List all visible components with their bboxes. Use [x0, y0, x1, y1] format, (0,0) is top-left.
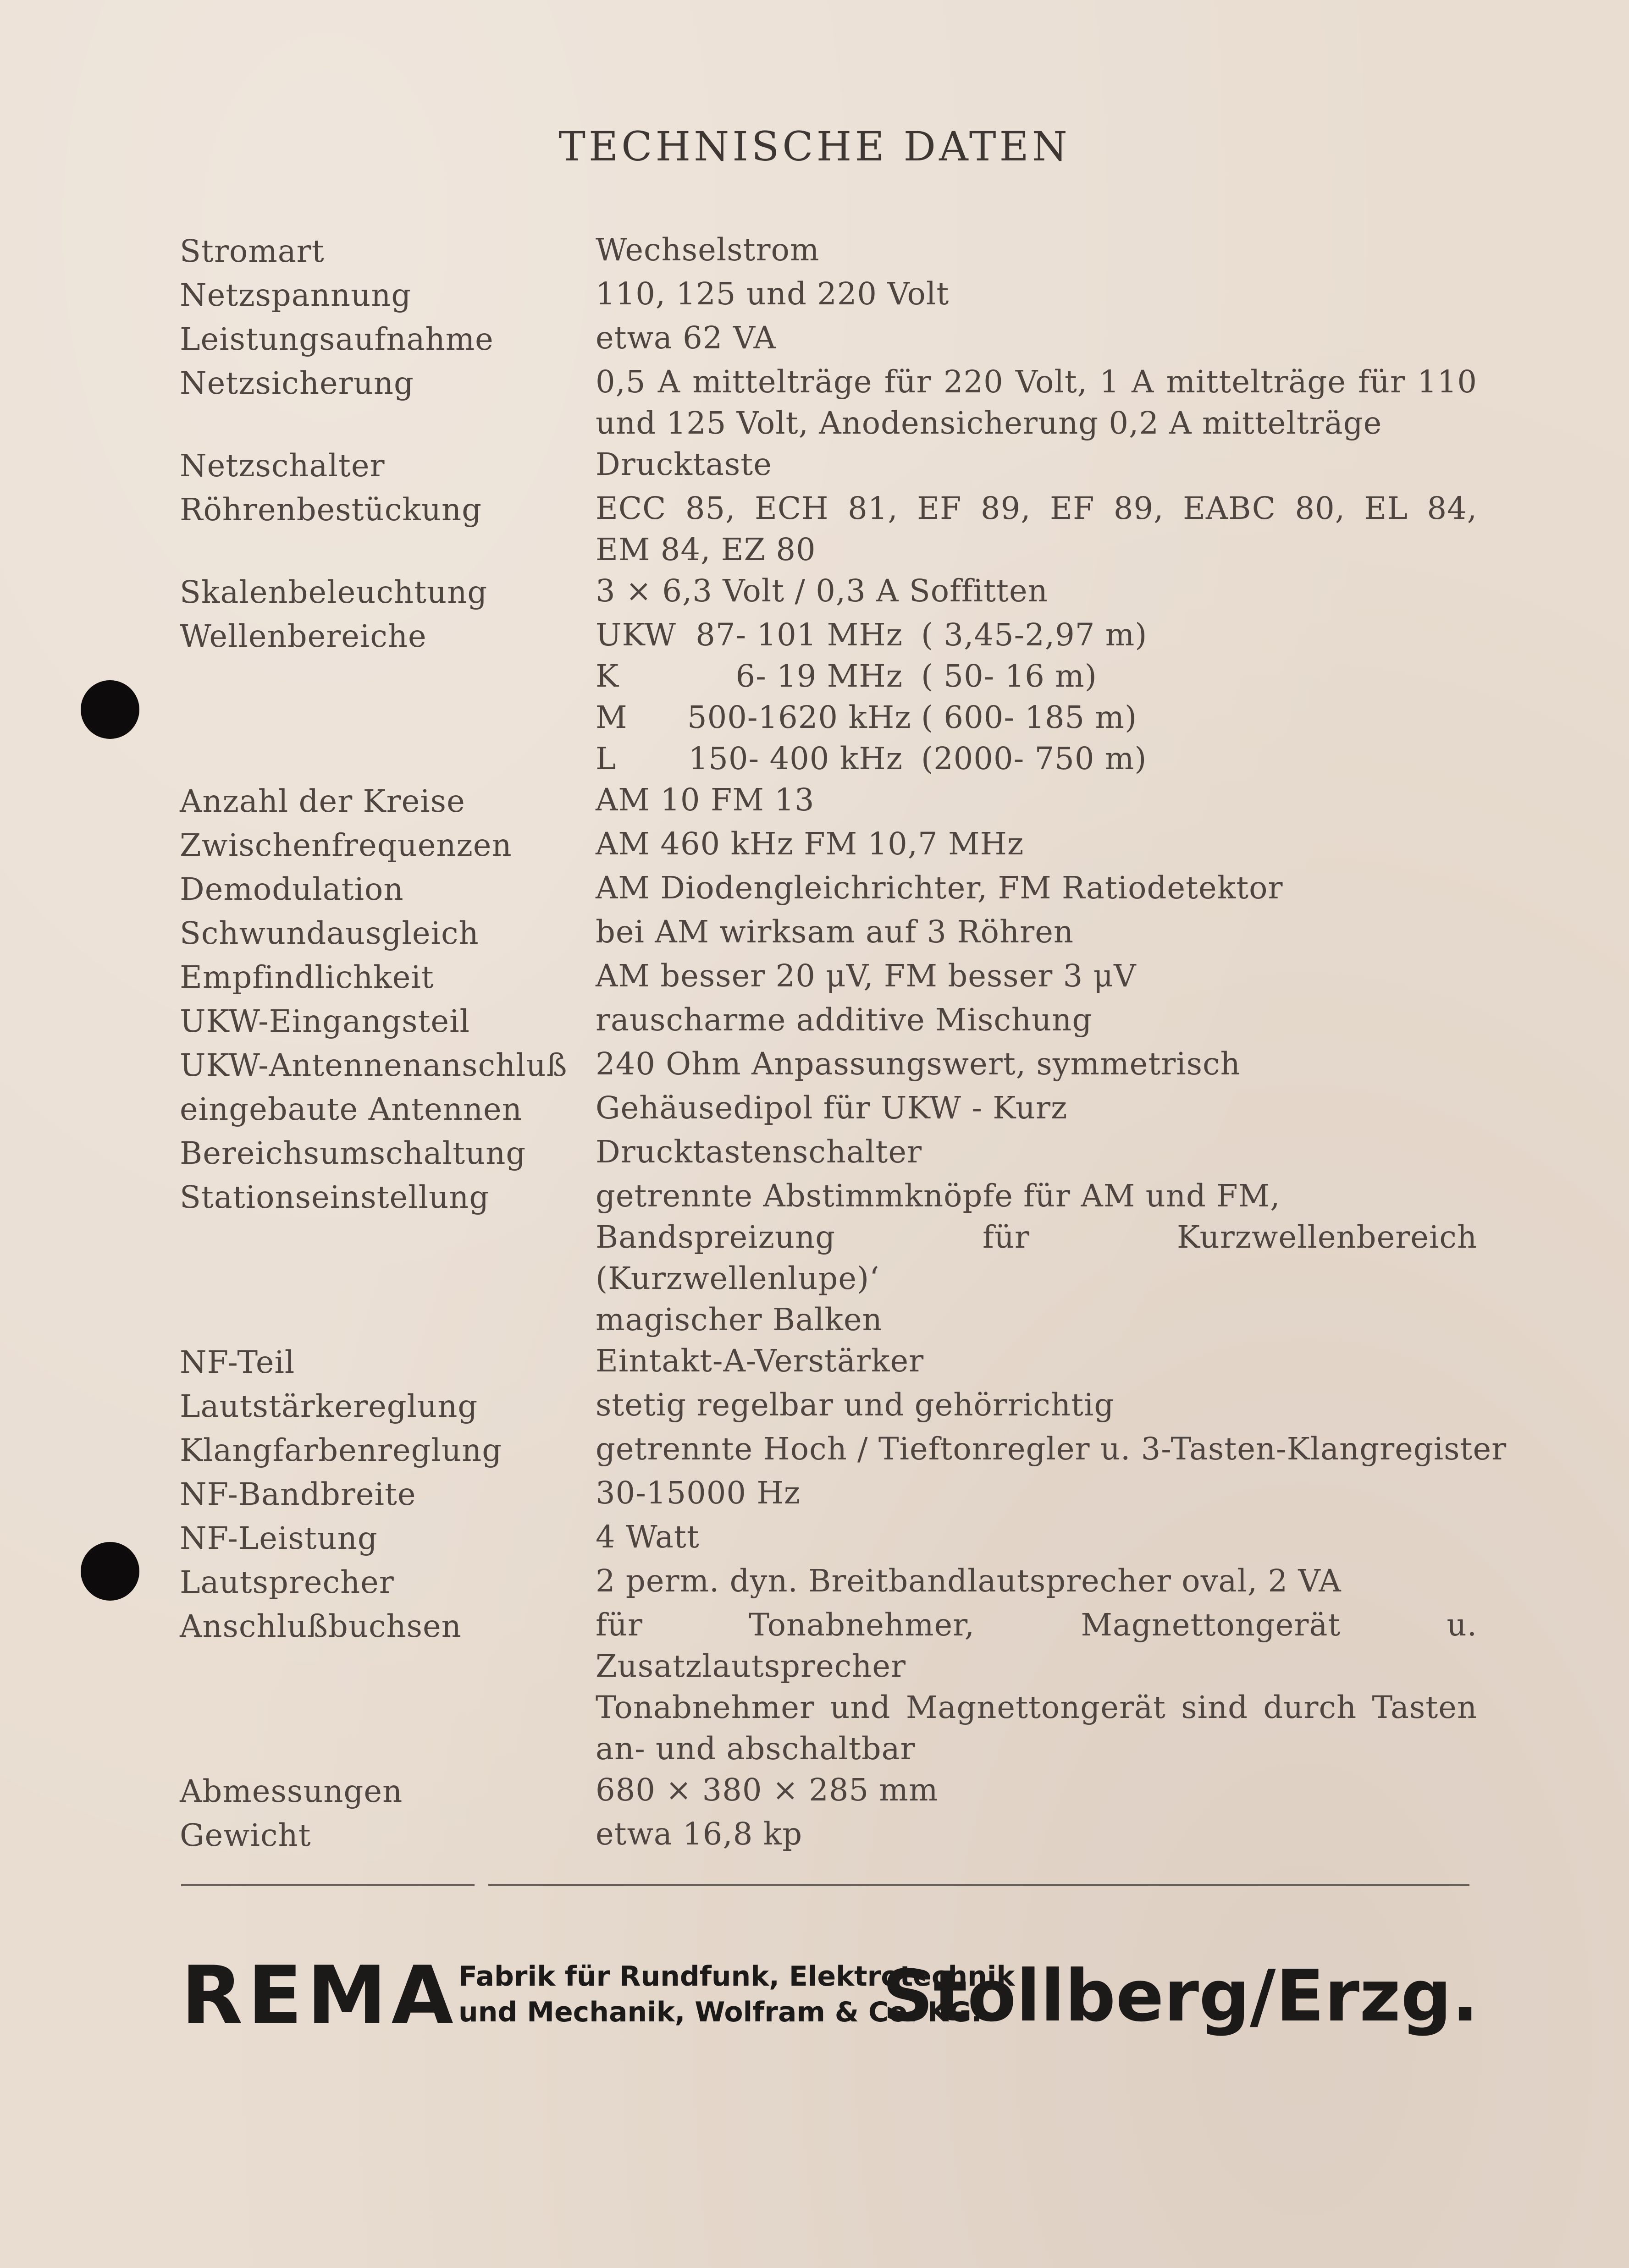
spec-value — [596, 1131, 1477, 1173]
spec-label: Abmessungen — [180, 1773, 403, 1809]
spec-value-line: getrennte Abstimmknöpfe für AM und FM, — [596, 1178, 1281, 1214]
band-wavelength: (2000- 750 m) — [921, 741, 1147, 776]
band-name: K — [596, 658, 619, 694]
spec-value-line: 110, 125 und 220 Volt — [596, 276, 950, 312]
spec-value-line: 240 Ohm Anpassungswert, symmetrisch — [596, 1046, 1241, 1082]
spec-row — [180, 444, 1477, 488]
spec-value — [596, 1560, 1477, 1602]
spec-value-line: AM 460 kHz FM 10,7 MHz — [596, 826, 1024, 862]
spec-value — [596, 273, 1477, 314]
spec-value — [596, 779, 1477, 820]
spec-label: NF-Teil — [180, 1344, 295, 1380]
spec-value-line: Drucktastenschalter — [596, 1134, 922, 1170]
company-line-2: und Mechanik, Wolfram & Co. KG. — [458, 1996, 982, 2028]
wave-band-row — [596, 738, 1477, 779]
spec-label: Zwischenfrequenzen — [180, 827, 512, 863]
spec-value — [596, 911, 1477, 952]
spec-value — [596, 1175, 1477, 1340]
band-name: L — [596, 741, 617, 776]
spec-value — [596, 1472, 1477, 1514]
band-wavelength: ( 50- 16 m) — [921, 658, 1097, 694]
spec-value — [596, 361, 1477, 444]
spec-row — [180, 1131, 1477, 1175]
band-wavelength: ( 3,45-2,97 m) — [921, 617, 1148, 653]
spec-value-line: 2 perm. dyn. Breitbandlautsprecher oval, 2 VA — [596, 1563, 1342, 1599]
spec-label: Netzschalter — [180, 448, 385, 484]
spec-row — [180, 361, 1477, 444]
spec-row — [180, 1340, 1477, 1384]
company-line-1: Fabrik für Rundfunk, Elektrotechnik — [458, 1960, 1015, 1993]
spec-value-line: bei AM wirksam auf 3 Röhren — [596, 914, 1074, 950]
band-name: M — [596, 699, 628, 735]
spec-value-line: für Tonabnehmer, Magnettongerät u. Zusatzlautsprecher — [596, 1607, 1477, 1684]
spec-value — [596, 1604, 1477, 1769]
spec-value — [596, 1769, 1477, 1811]
spec-row — [180, 779, 1477, 823]
spec-value — [596, 1516, 1477, 1558]
spec-row — [180, 273, 1477, 317]
spec-value — [596, 955, 1477, 996]
spec-value — [596, 1043, 1477, 1084]
spec-value — [596, 1813, 1477, 1855]
spec-label: Stationseinstellung — [180, 1179, 490, 1215]
spec-value-line: Tonabnehmer und Magnettongerät sind durch Tasten — [596, 1690, 1477, 1725]
spec-label: Anschlußbuchsen — [180, 1608, 462, 1644]
divider-right — [488, 1884, 1469, 1886]
spec-label: Gewicht — [180, 1817, 311, 1853]
company-city: Stollberg/Erzg. — [882, 1954, 1479, 2037]
spec-row — [180, 1043, 1477, 1087]
spec-value-line: getrennte Hoch / Tieftonregler u. 3-Tasten-Klangregister — [596, 1431, 1507, 1467]
spec-value-line: 3 × 6,3 Volt / 0,3 A Soffitten — [596, 573, 1048, 609]
spec-row — [180, 1384, 1477, 1428]
spec-value-line: 4 Watt — [596, 1519, 700, 1555]
spec-value — [596, 1340, 1477, 1382]
spec-value-line: 680 × 380 × 285 mm — [596, 1772, 939, 1808]
spec-label: Klangfarbenreglung — [180, 1432, 503, 1468]
spec-label: Bereichsumschaltung — [180, 1135, 526, 1171]
spec-value-line: etwa 62 VA — [596, 320, 776, 356]
spec-value — [596, 1087, 1477, 1128]
spec-value — [596, 1428, 1507, 1470]
spec-row — [180, 1428, 1507, 1472]
spec-row — [180, 1516, 1477, 1560]
spec-table — [180, 229, 1507, 1857]
spec-value-line: stetig regelbar und gehörrichtig — [596, 1387, 1115, 1423]
spec-label: NF-Bandbreite — [180, 1476, 416, 1512]
spec-label: Netzsicherung — [180, 365, 414, 401]
spec-label: UKW-Antennenanschluß — [180, 1047, 568, 1083]
spec-label: Netzspannung — [180, 277, 412, 313]
spec-value — [596, 317, 1477, 358]
band-frequency: 87- 101 MHz — [696, 617, 903, 653]
spec-row — [180, 999, 1477, 1043]
brand-name: REMA — [181, 1949, 458, 2042]
spec-value-line: 30-15000 Hz — [596, 1475, 801, 1511]
spec-row — [180, 823, 1477, 867]
spec-value — [596, 570, 1477, 611]
spec-label: UKW-Eingangsteil — [180, 1003, 470, 1039]
spec-row — [180, 1560, 1477, 1604]
spec-label: Lautstärkereglung — [180, 1388, 478, 1424]
spec-label: Lautsprecher — [180, 1564, 394, 1600]
spec-value-line: magischer Balken — [596, 1302, 883, 1338]
spec-label: Anzahl der Kreise — [180, 783, 465, 819]
spec-value — [596, 614, 1477, 779]
spec-value-line: Wechselstrom — [596, 232, 820, 268]
spec-value — [596, 823, 1477, 864]
spec-row — [180, 614, 1477, 779]
spec-row — [180, 1813, 1477, 1857]
spec-value-line: an- und abschaltbar — [596, 1731, 916, 1767]
wave-band-row — [596, 655, 1477, 697]
spec-row — [180, 911, 1477, 955]
footer — [181, 1950, 1479, 2042]
band-frequency: 150- 400 kHz — [688, 741, 903, 776]
spec-row — [180, 488, 1477, 570]
spec-row — [180, 570, 1477, 614]
spec-label: Demodulation — [180, 871, 404, 907]
spec-row — [180, 1175, 1477, 1340]
spec-label: Schwundausgleich — [180, 915, 479, 951]
spec-row — [180, 1769, 1477, 1813]
spec-label: Empfindlichkeit — [180, 959, 434, 995]
band-frequency: 500-1620 kHz — [687, 699, 911, 735]
spec-value-line: Eintakt-A-Verstärker — [596, 1343, 924, 1379]
spec-row — [180, 955, 1477, 999]
band-name: UKW — [596, 617, 676, 653]
spec-value-line: AM Diodengleichrichter, FM Ratiodetektor — [596, 870, 1283, 906]
page-title: TECHNISCHE DATEN — [558, 123, 1071, 170]
spec-row — [180, 317, 1477, 361]
spec-value — [596, 444, 1477, 485]
wave-band-row — [596, 697, 1477, 738]
spec-label: Röhrenbestückung — [180, 492, 482, 528]
spec-row — [180, 1087, 1477, 1131]
punch-hole-top — [81, 680, 139, 739]
spec-value-line: Drucktaste — [596, 446, 772, 482]
divider-left — [181, 1884, 475, 1886]
spec-value-line: rauscharme additive Mischung — [596, 1002, 1093, 1038]
spec-value-line: ECC 85, ECH 81, EF 89, EF 89, EABC 80, EL 84, — [596, 490, 1477, 526]
spec-label: NF-Leistung — [180, 1520, 378, 1556]
spec-label: Leistungsaufnahme — [180, 321, 494, 357]
spec-value-line: AM besser 20 μV, FM besser 3 μV — [596, 958, 1137, 994]
spec-value — [596, 999, 1477, 1040]
punch-hole-bottom — [81, 1542, 139, 1601]
spec-value-line: Bandspreizung für Kurzwellenbereich (Kurzwellenlupe)‘ — [596, 1219, 1477, 1296]
spec-value — [596, 488, 1477, 570]
spec-label: Stromart — [180, 233, 325, 269]
spec-value-line: Gehäusedipol für UKW - Kurz — [596, 1090, 1068, 1126]
spec-row — [180, 1604, 1477, 1769]
spec-label: Wellenbereiche — [180, 618, 427, 654]
spec-value-line: und 125 Volt, Anodensicherung 0,2 A mittelträge — [596, 405, 1382, 441]
spec-value-line: etwa 16,8 kp — [596, 1816, 803, 1852]
wave-band-row — [596, 614, 1477, 655]
spec-row — [180, 867, 1477, 911]
spec-value — [596, 867, 1477, 908]
band-frequency: 6- 19 MHz — [735, 658, 903, 694]
spec-value-line: AM 10 FM 13 — [596, 782, 815, 818]
spec-value — [596, 1384, 1477, 1426]
spec-row — [180, 1472, 1477, 1516]
spec-value-line: 0,5 A mittelträge für 220 Volt, 1 A mittelträge für 110 — [596, 364, 1477, 400]
spec-value — [596, 229, 1477, 270]
spec-row — [180, 229, 1477, 273]
band-wavelength: ( 600- 185 m) — [921, 699, 1138, 735]
spec-label: Skalenbeleuchtung — [180, 574, 488, 610]
spec-value-line: EM 84, EZ 80 — [596, 532, 816, 567]
spec-label: eingebaute Antennen — [180, 1091, 522, 1127]
